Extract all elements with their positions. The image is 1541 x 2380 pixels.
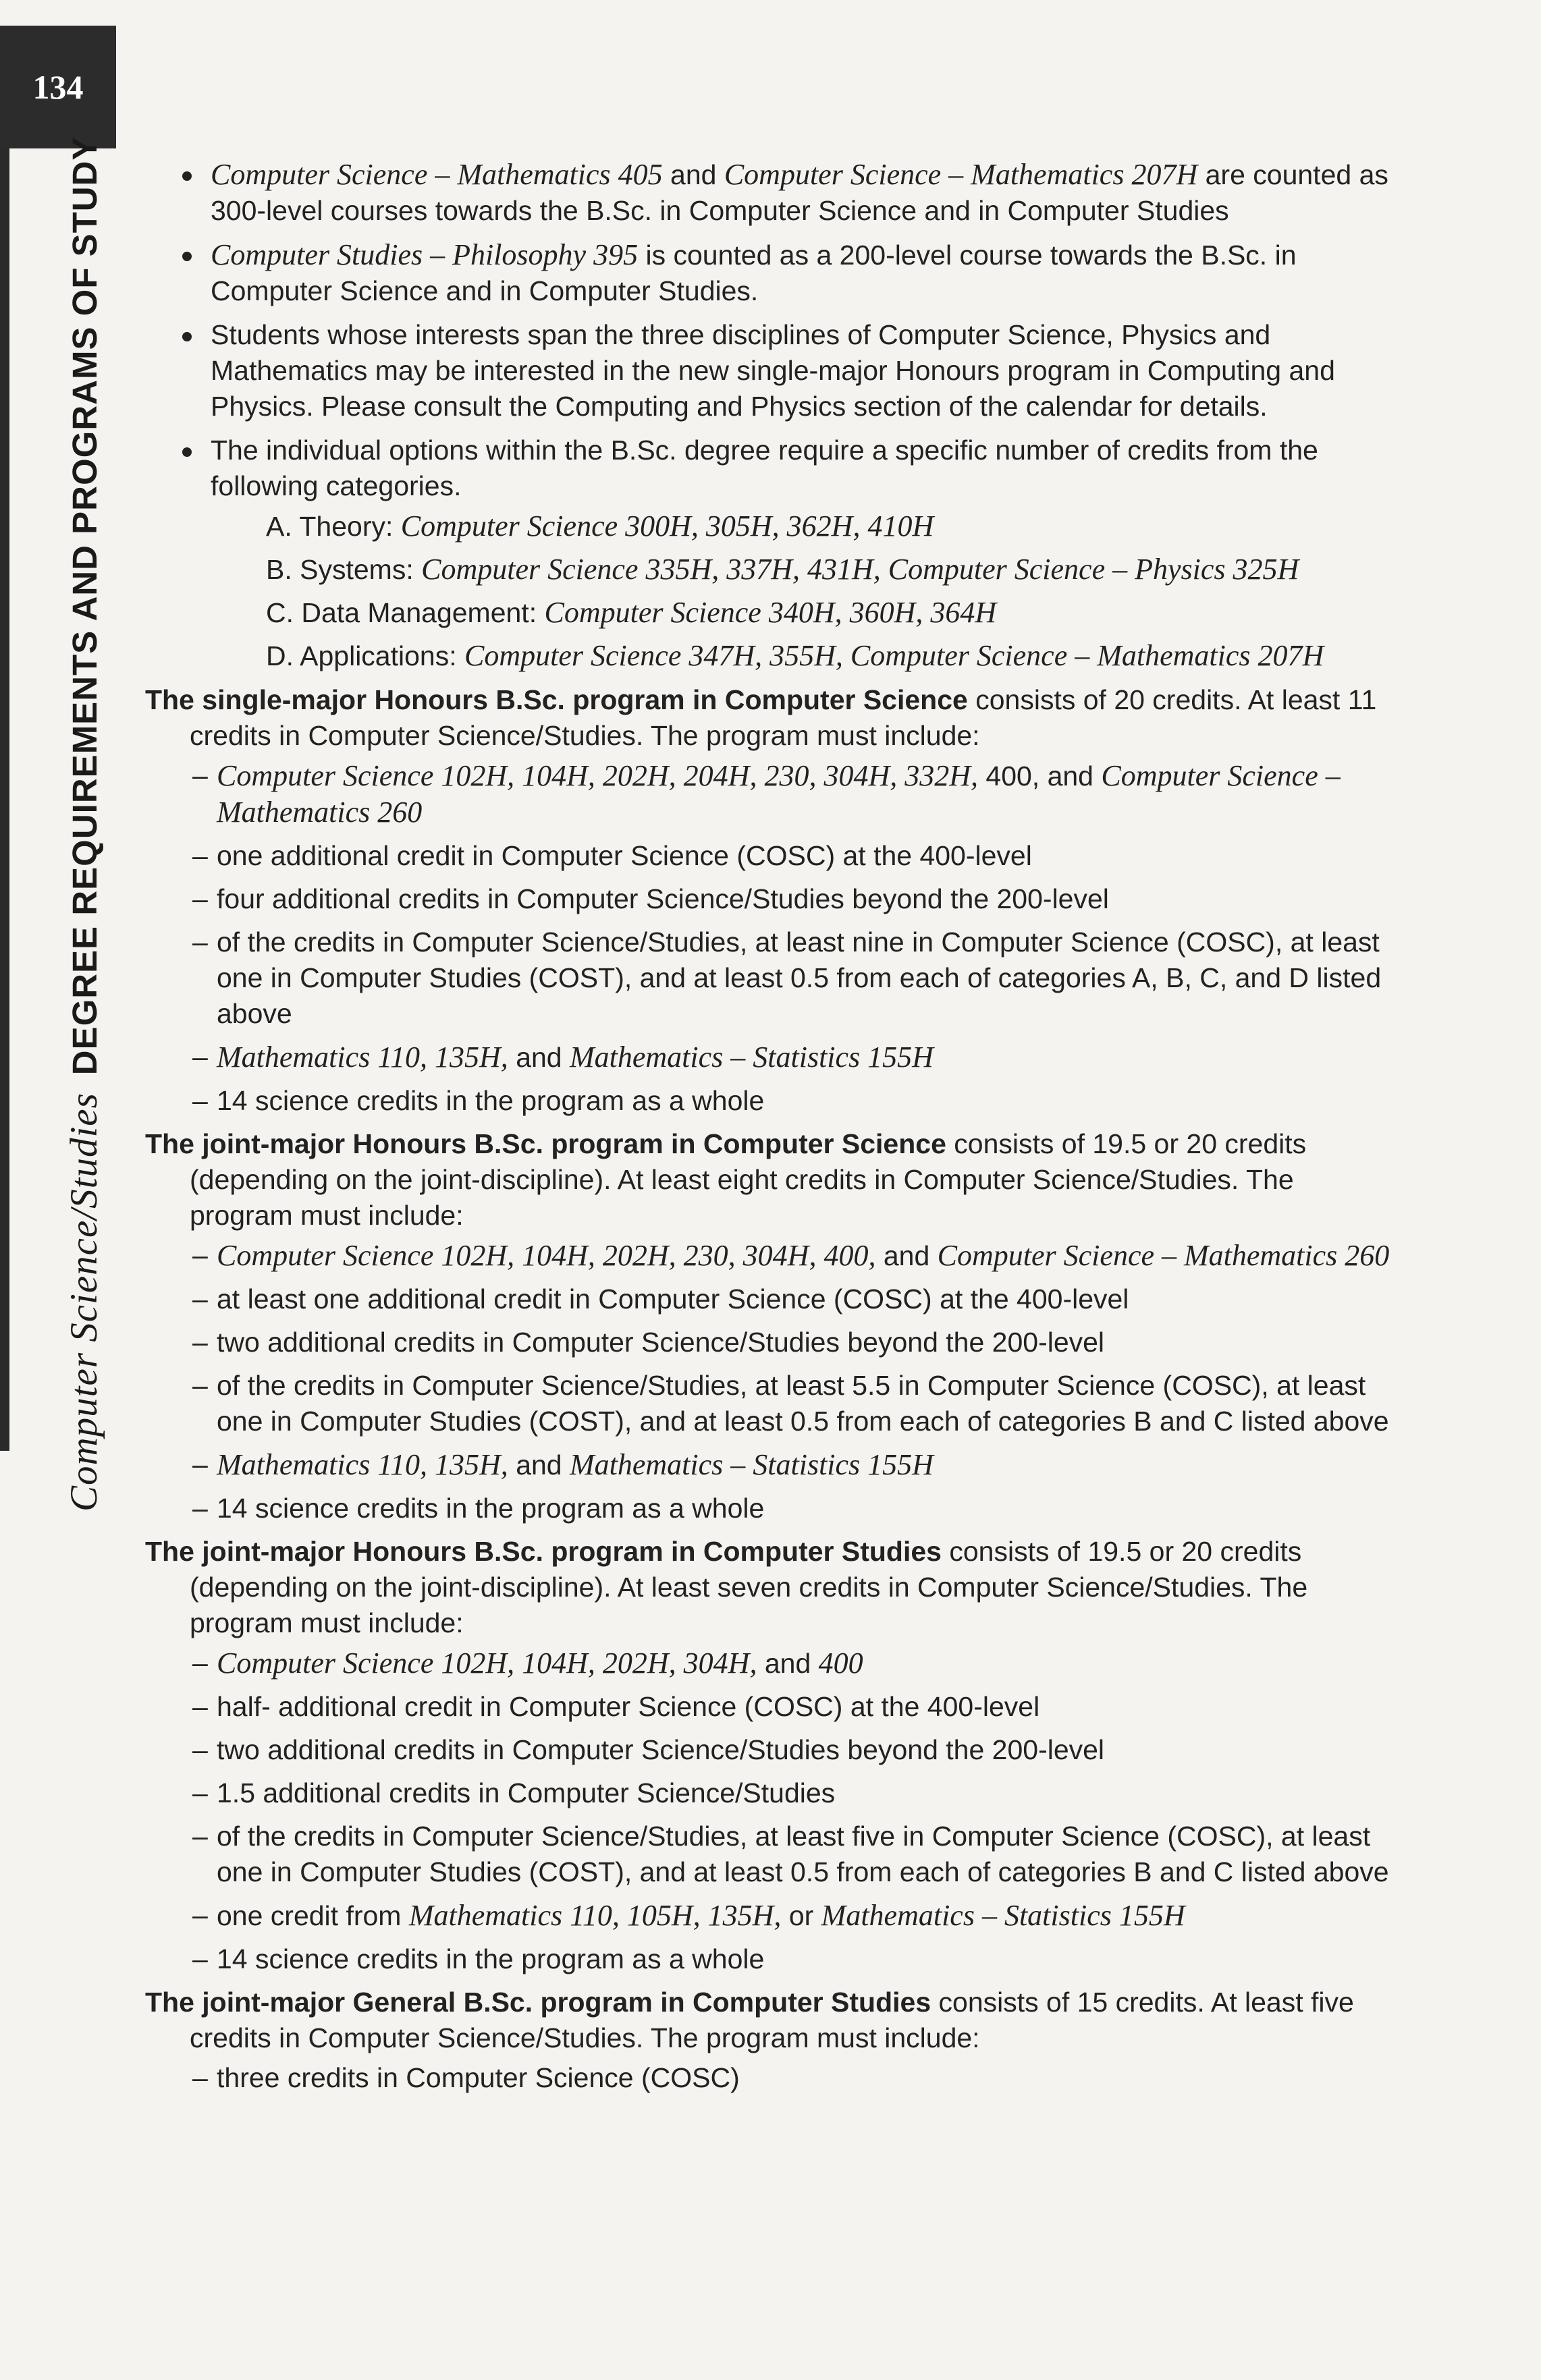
running-head-chapter: DEGREE REQUIREMENTS AND PROGRAMS OF STUDY <box>65 136 104 1076</box>
category-a: A. Theory: Computer Science 300H, 305H, 362H, 410H <box>266 509 934 543</box>
category-list <box>211 508 1394 674</box>
requirement-list <box>145 1238 1394 1526</box>
program-joint-major-general-cst <box>145 1985 1394 2096</box>
list-item: – of the credits in Computer Science/Studies, at least five in Computer Science (COSC), at least one in Computer Studies (COST), and at least 0.5 from each of categories B and C listed above <box>192 1819 1394 1890</box>
list-item: – half- additional credit in Computer Science (COSC) at the 400-level <box>192 1689 1394 1725</box>
program-intro: The single-major Honours B.Sc. program in Computer Science consists of 20 credits. At least 11 credits in Computer Science/Studies. The program must include: <box>145 684 1377 751</box>
category-b: B. Systems: Computer Science 335H, 337H, 431H, Computer Science – Physics 325H <box>266 553 1299 586</box>
page-content <box>145 157 1394 2103</box>
list-item: – two additional credits in Computer Science/Studies beyond the 200-level <box>192 1325 1394 1360</box>
program-intro: The joint-major Honours B.Sc. program in Computer Studies consists of 19.5 or 20 credits (depending on the joint-discipline). At least seven credits in Computer Science/Studies. The program must include: <box>145 1536 1308 1638</box>
running-head-section: Computer Science/Studies <box>63 1092 105 1512</box>
program-single-major-honours-cs <box>145 682 1394 1119</box>
list-item: Computer Studies – Philosophy 395 is counted as a 200-level course towards the B.Sc. in Computer Science and in Computer Studies. <box>182 237 1394 309</box>
list-item: – 14 science credits in the program as a whole <box>192 1941 1394 1977</box>
list-item: – four additional credits in Computer Science/Studies beyond the 200-level <box>192 881 1394 917</box>
sidebar-bar <box>0 148 9 1451</box>
program-joint-major-honours-cs <box>145 1126 1394 1526</box>
program-joint-major-honours-cst <box>145 1534 1394 1977</box>
list-item: – Computer Science 102H, 104H, 202H, 230, 304H, 400, and Computer Science – Mathematics 260 <box>192 1238 1394 1274</box>
list-item: Computer Science – Mathematics 405 and Computer Science – Mathematics 207H are counted as 300-level courses towards the B.Sc. in Computer Science and in Computer Studies <box>182 157 1394 229</box>
running-head <box>62 137 106 1512</box>
list-item: – two additional credits in Computer Science/Studies beyond the 200-level <box>192 1732 1394 1768</box>
list-item: – at least one additional credit in Computer Science (COSC) at the 400-level <box>192 1281 1394 1317</box>
list-item: – 1.5 additional credits in Computer Science/Studies <box>192 1775 1394 1811</box>
list-item: – one additional credit in Computer Science (COSC) at the 400-level <box>192 838 1394 874</box>
requirement-list <box>145 2060 1394 2096</box>
notes-list <box>182 157 1394 674</box>
list-item: – 14 science credits in the program as a whole <box>192 1083 1394 1119</box>
list-item: – one credit from Mathematics 110, 105H, 135H, or Mathematics – Statistics 155H <box>192 1898 1394 1934</box>
program-intro: The joint-major General B.Sc. program in Computer Studies consists of 15 credits. At least five credits in Computer Science/Studies. The program must include: <box>145 1987 1354 2053</box>
category-c: C. Data Management: Computer Science 340H, 360H, 364H <box>266 596 997 629</box>
list-item: The individual options within the B.Sc. degree require a specific number of credits from the following categories. A. Theory: Computer Science 300H, 305H, 362H, 410H B. Systems: Computer Science 335H, 337H, 431H, Computer Science – Physics 325H C. Data Management: Computer Science 340H, 360H, 364H D. Applications: Computer Science 347H, 355H, Computer Science – Mathematics 207H <box>182 433 1394 674</box>
list-item: – of the credits in Computer Science/Studies, at least 5.5 in Computer Science (COSC), at least one in Computer Studies (COST), and at least 0.5 from each of categories B and C listed above <box>192 1368 1394 1439</box>
list-item: – Computer Science 102H, 104H, 202H, 204H, 230, 304H, 332H, 400, and Computer Science – Mathematics 260 <box>192 758 1394 831</box>
list-item: – Mathematics 110, 135H, and Mathematics – Statistics 155H <box>192 1039 1394 1076</box>
page-number: 134 <box>0 26 116 148</box>
list-item: – Computer Science 102H, 104H, 202H, 304H, and 400 <box>192 1645 1394 1682</box>
requirement-list <box>145 758 1394 1119</box>
program-intro: The joint-major Honours B.Sc. program in Computer Science consists of 19.5 or 20 credits (depending on the joint-discipline). At least eight credits in Computer Science/Studies. The program must include: <box>145 1128 1307 1231</box>
list-item: – Mathematics 110, 135H, and Mathematics – Statistics 155H <box>192 1447 1394 1483</box>
list-item: Students whose interests span the three disciplines of Computer Science, Physics and Mathematics may be interested in the new single-major Honours program in Computing and Physics. Please consult the Computing and Physics section of the calendar for details. <box>182 317 1394 424</box>
list-item: – three credits in Computer Science (COSC) <box>192 2060 1394 2096</box>
requirement-list <box>145 1645 1394 1977</box>
list-item: – of the credits in Computer Science/Studies, at least nine in Computer Science (COSC), at least one in Computer Studies (COST), and at least 0.5 from each of categories A, B, C, and D listed above <box>192 924 1394 1032</box>
category-d: D. Applications: Computer Science 347H, 355H, Computer Science – Mathematics 207H <box>266 639 1324 672</box>
list-item: – 14 science credits in the program as a whole <box>192 1491 1394 1526</box>
